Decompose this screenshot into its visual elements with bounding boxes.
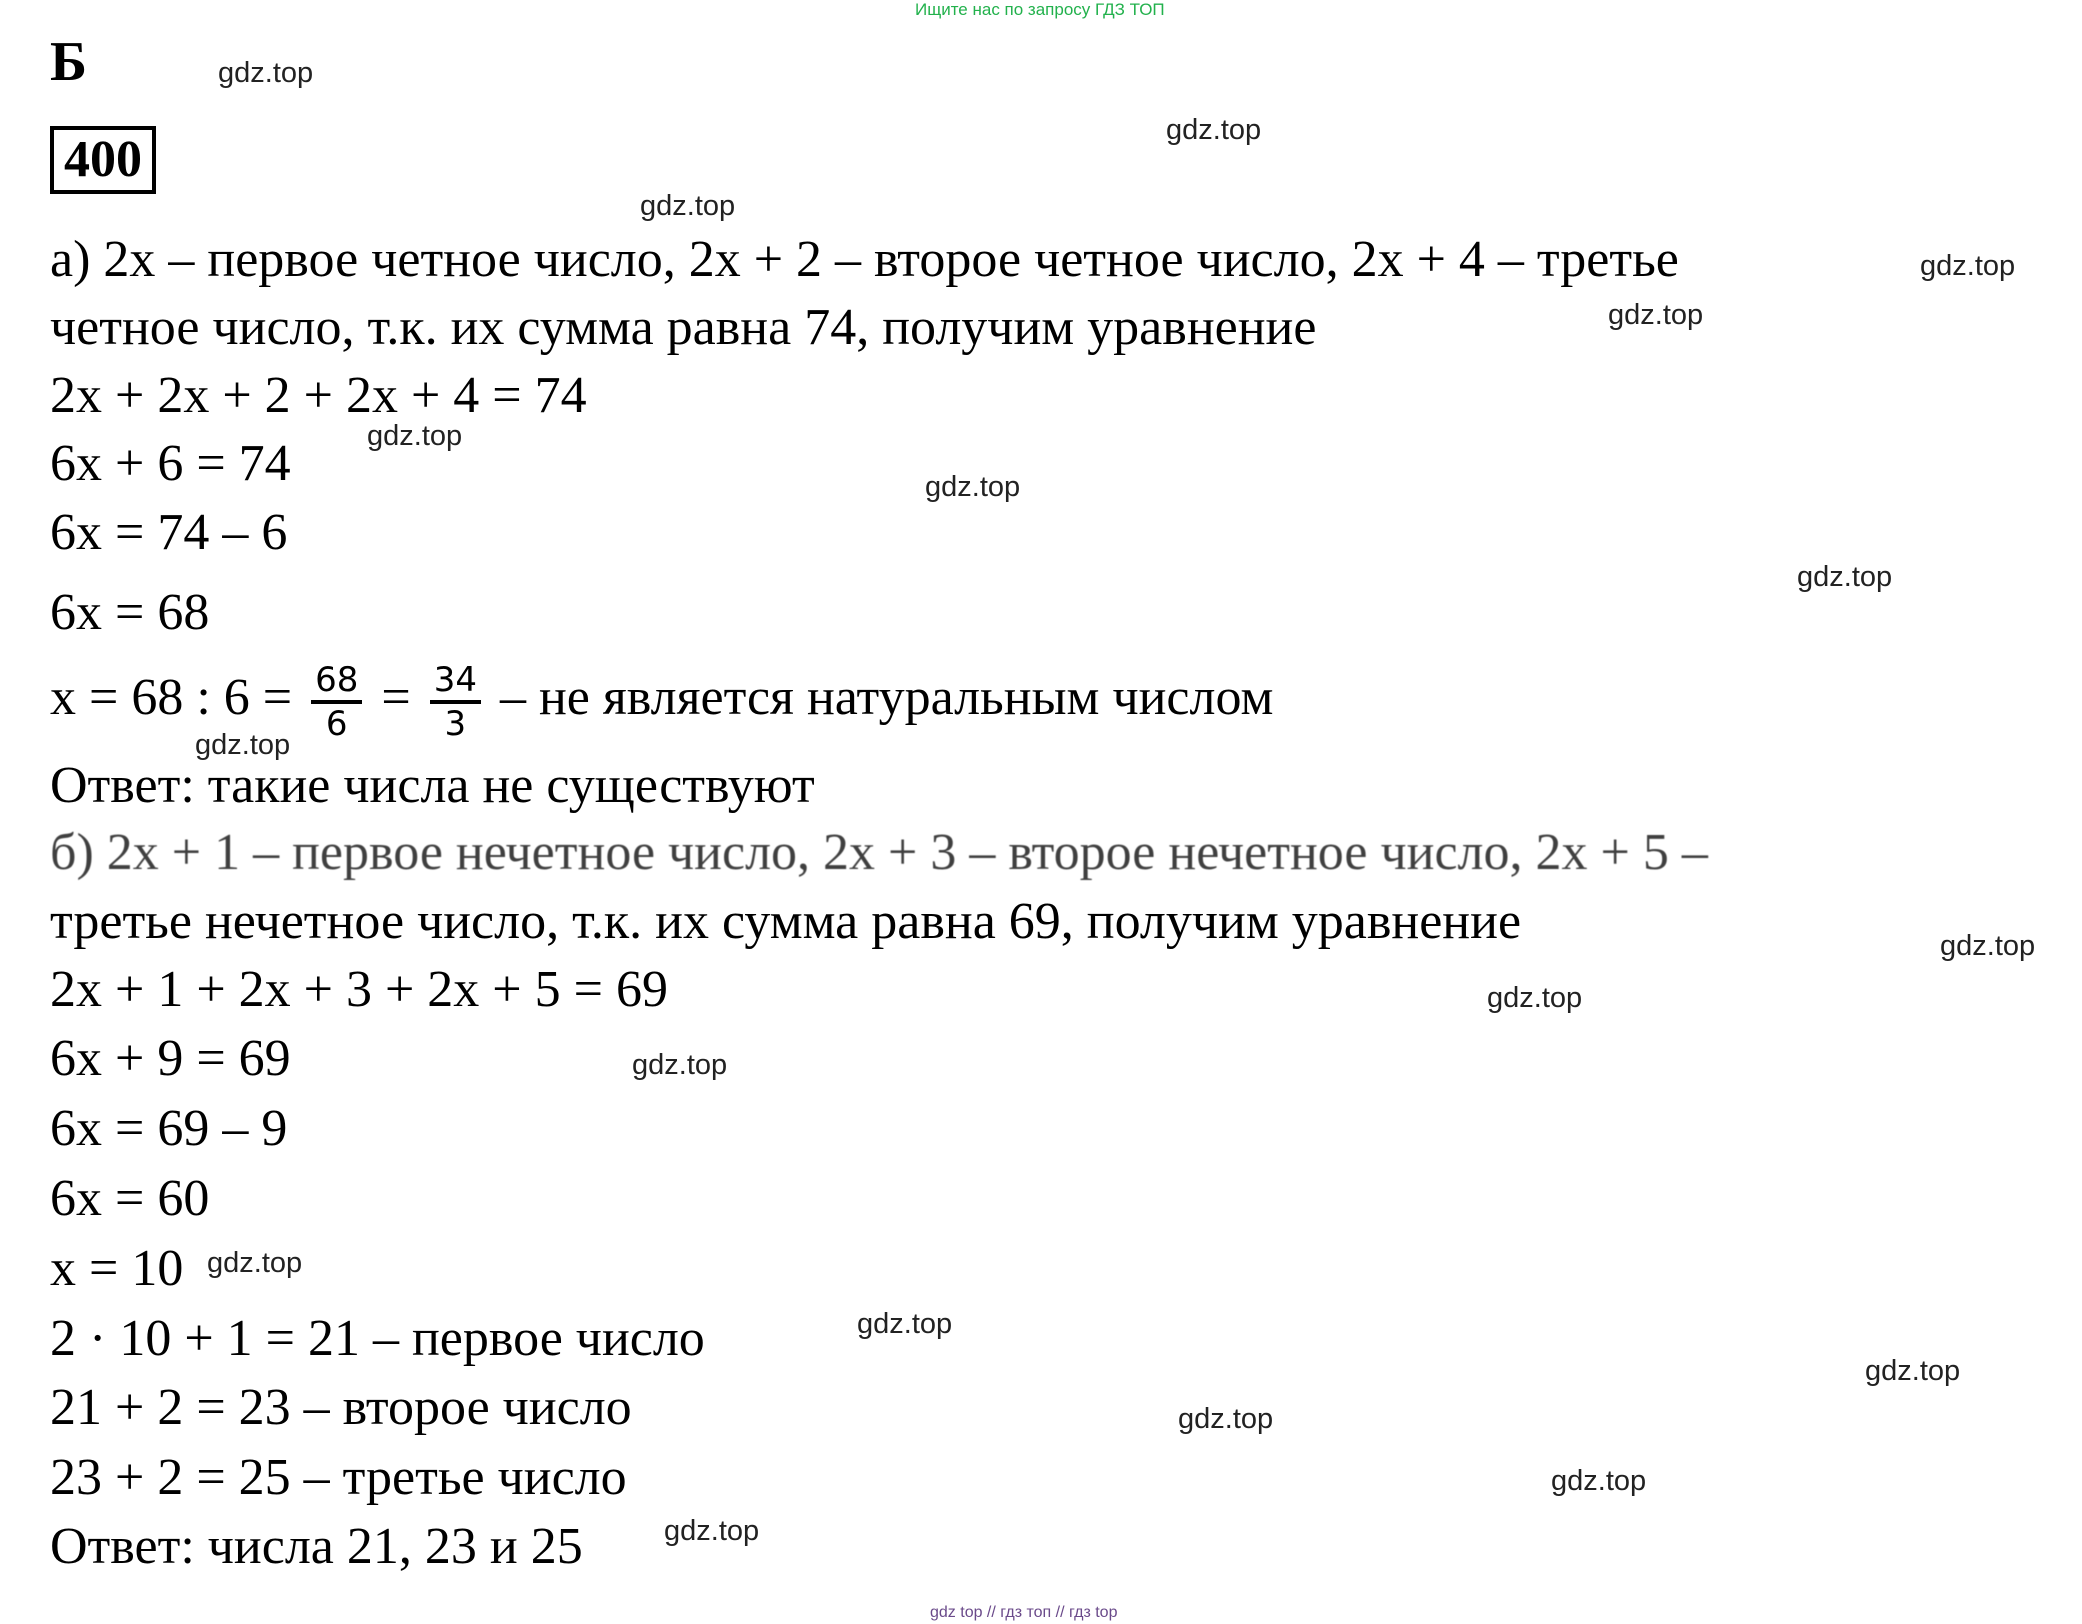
bottom-banner[interactable]: gdz top // гдз топ // гдз top [930,1604,1118,1621]
watermark: gdz.top [632,1049,728,1081]
watermark: gdz.top [1551,1465,1647,1497]
watermark: gdz.top [925,471,1021,503]
part-a-eq3: 6x = 74 – 6 [50,504,288,561]
watermark: gdz.top [1920,250,2016,282]
part-b-eq1: 2x + 1 + 2x + 3 + 2x + 5 = 69 [50,961,668,1018]
watermark: gdz.top [1797,561,1893,593]
watermark: gdz.top [1865,1355,1961,1387]
fraction-34-3 [430,660,481,744]
eq5-suffix: – не является натуральным числом [499,668,1274,726]
part-b-eq5: x = 10 [50,1240,184,1297]
watermark: gdz.top [367,420,463,452]
part-b-eq6: 2 · 10 + 1 = 21 – первое число [50,1310,705,1367]
part-b-line1: б) 2x + 1 – первое нечетное число, 2x + 3 – второе нечетное число, 2x + 5 – [50,824,1708,881]
fraction-numerator: 68 [315,660,359,700]
eq5-prefix: x = 68 : 6 = [50,668,293,726]
watermark: gdz.top [1940,930,2036,962]
part-b-line2: третье нечетное число, т.к. их сумма равна 69, получим уравнение [50,893,1522,950]
top-banner[interactable]: Ищите нас по запросу ГДЗ ТОП [915,0,1165,19]
watermark: gdz.top [857,1308,953,1340]
part-b-answer: Ответ: числа 21, 23 и 25 [50,1518,583,1575]
part-b-eq2: 6x + 9 = 69 [50,1030,291,1087]
watermark: gdz.top [640,190,736,222]
fraction-denominator: 3 [444,704,467,744]
part-a-line1: а) 2x – первое четное число, 2x + 2 – второе четное число, 2x + 4 – третье [50,231,1679,288]
fraction-denominator: 6 [325,704,348,744]
part-b-eq7: 21 + 2 = 23 – второе число [50,1379,632,1436]
part-a-eq1: 2x + 2x + 2 + 2x + 4 = 74 [50,367,587,424]
part-a-eq2: 6x + 6 = 74 [50,435,291,492]
eq5-equals: = [381,668,411,726]
watermark: gdz.top [664,1515,760,1547]
fraction-68-6 [311,660,362,744]
section-letter: Б [50,31,88,93]
watermark: gdz.top [218,57,314,89]
watermark: gdz.top [1166,114,1262,146]
watermark: gdz.top [1608,299,1704,331]
watermark: gdz.top [207,1247,303,1279]
part-a-eq4: 6x = 68 [50,584,210,641]
part-b-eq8: 23 + 2 = 25 – третье число [50,1449,627,1506]
part-b-eq3: 6x = 69 – 9 [50,1100,288,1157]
part-a-line2: четное число, т.к. их сумма равна 74, получим уравнение [50,299,1317,356]
part-a-answer: Ответ: такие числа не существуют [50,757,815,814]
problem-number: 400 [50,126,156,194]
part-b-eq4: 6x = 60 [50,1170,210,1227]
watermark: gdz.top [195,729,291,761]
fraction-numerator: 34 [433,660,477,700]
watermark: gdz.top [1178,1403,1274,1435]
watermark: gdz.top [1487,982,1583,1014]
